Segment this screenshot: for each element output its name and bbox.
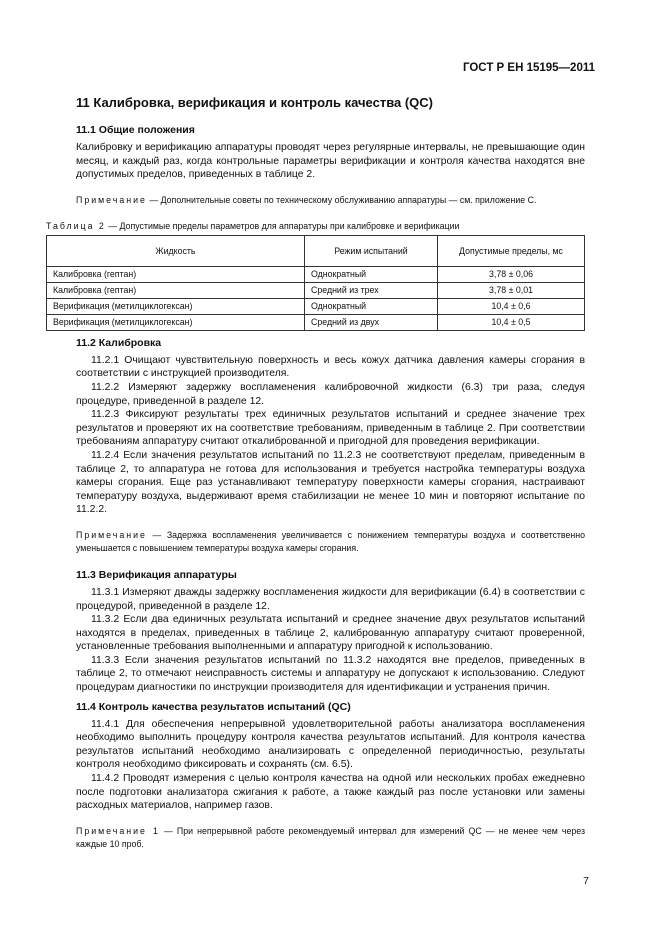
table-cell: 10,4 ± 0,6 <box>438 298 585 314</box>
table-cell: Верификация (метилциклогексан) <box>47 314 305 330</box>
note-text: — Дополнительные советы по техническому обслуживанию аппаратуры — см. приложение С. <box>146 194 537 205</box>
standard-code: ГОСТ Р ЕН 15195—2011 <box>462 62 595 74</box>
document-content <box>46 95 585 865</box>
table-cell: Средний из трех <box>305 282 438 298</box>
table-cell: Калибровка (гептан) <box>47 266 305 282</box>
table-cell: 10,4 ± 0,5 <box>438 314 585 330</box>
table-caption-label: Таблица 2 <box>46 220 106 231</box>
table-cell: Верификация (метилциклогексан) <box>47 298 305 314</box>
subsection-11-1-title: 11.1 Общие положения <box>76 124 195 136</box>
table-header-cell: Режим испытаний <box>305 235 438 266</box>
table-header-cell: Допустимые пределы, мс <box>438 235 585 266</box>
note-3 <box>76 825 585 851</box>
paragraph-11-1: Калибровку и верификацию аппаратуры проводят через регулярные интервалы, не превышающие один месяц, и каждый раз, когда контрольные параметры верификации и контроля качества находятся вне допустимых пределов, приведенных в таблице 2. <box>76 142 585 181</box>
table-cell: Средний из двух <box>305 314 438 330</box>
note-label: Примечание <box>76 529 147 540</box>
table-row <box>47 282 585 298</box>
table-caption-text: — Допустимые пределы параметров для аппаратуры при калибровке и верификации <box>105 220 460 231</box>
table-row <box>47 314 585 330</box>
paragraph-11-2-3: 11.2.3 Фиксируют результаты трех единичных результатов испытаний и среднее значение трех результатов и проверяют их на соответствие требованиям, приведенным в таблице 2. При соответствии требованиям аппаратуру считают откалиброванной и пригодной для проведения верификации. <box>76 409 585 448</box>
table-row <box>47 298 585 314</box>
paragraph-11-3-3: 11.3.3 Если значения результатов испытаний по 11.3.2 находятся вне пределов, приведенных в таблице 2, то отмечают неисправность системы и аппаратуру не допускают к использованию. Следуют процедурам диагностики по инструкции производителя для идентификации и устранения причин. <box>76 654 585 694</box>
table-caption <box>46 221 585 231</box>
paragraph-11-4-1: 11.4.1 Для обеспечения непрерывной удовлетворительной работы анализатора воспламенения необходимо выполнить процедуру контроля качества результатов испытаний. Для контроля качества результатов испытаний необходимо анализировать с определенной периодичностью, результаты контроля необходимо фиксировать и сохранять (см. 6.5). <box>76 718 585 771</box>
table-header-row <box>47 235 585 266</box>
subsection-11-3-title: 11.3 Верификация аппаратуры <box>76 568 237 581</box>
note-2 <box>76 529 585 555</box>
subsection-11-4-title: 11.4 Контроль качества результатов испытаний (QC) <box>76 700 351 713</box>
table-cell: Калибровка (гептан) <box>47 282 305 298</box>
table-row <box>47 266 585 282</box>
paragraph-11-3-2: 11.3.2 Если два единичных результата испытаний и среднее значение двух результатов испытаний находятся в пределах, приведенных в таблице 2, калиброванную аппаратуру считают проверенной, установленные требования выполненными и аппаратуру пригодной к использованию. <box>76 614 585 653</box>
table-cell: Однократный <box>305 266 438 282</box>
limits-table <box>46 235 585 331</box>
paragraph-11-2-4: 11.2.4 Если значения результатов испытаний по 11.2.3 не соответствуют пределам, приведенным в таблице 2, то аппаратура не готова для использования и требуется настройка температуры воздуха камеры сгорания. Еще раз устанавливают температуру поверхности камеры сгорания, настраивают температуру воздуха, выдерживают время стабилизации не менее 10 мин и повторяют испытание по 11.2.2. <box>76 449 585 516</box>
paragraph-11-2-1: 11.2.1 Очищают чувствительную поверхность и весь кожух датчика давления камеры сгорания в соответствии с инструкцией производителя. <box>76 354 585 380</box>
note-text: — Задержка воспламенения увеличивается с понижением температуры воздуха и соответственно уменьшается с повышением температуры воздуха камеры сгорания. <box>76 529 585 553</box>
table-header-cell: Жидкость <box>47 235 305 266</box>
note-label: Примечание <box>76 194 147 205</box>
note-1 <box>76 194 585 207</box>
table-cell: Однократный <box>305 298 438 314</box>
paragraph-11-3-1: 11.3.1 Измеряют дважды задержку воспламенения жидкости для верификации (6.4) в соответствии с процедурой, приведенной в разделе 12. <box>76 586 585 612</box>
note-label: Примечание 1 <box>76 825 160 836</box>
paragraph-11-4-2: 11.4.2 Проводят измерения с целью контроля качества на одной или нескольких пробах ежедневно после подготовки анализатора сжигания к работе, а также каждый раз после установки или замены расходных материалов, например газов. <box>76 773 585 812</box>
note-text: — При непрерывной работе рекомендуемый интервал для измерений QC — не менее чем через каждые 10 проб. <box>76 825 585 849</box>
page-number: 7 <box>583 875 589 887</box>
table-cell: 3,78 ± 0,06 <box>438 266 585 282</box>
section-title: 11 Калибровка, верификация и контроль качества (QC) <box>76 95 434 110</box>
paragraph-11-2-2: 11.2.2 Измеряют задержку воспламенения калибровочной жидкости (6.3) три раза, следуя процедуре, приведенной в разделе 12. <box>76 381 585 407</box>
table-cell: 3,78 ± 0,01 <box>438 282 585 298</box>
subsection-11-2-title: 11.2 Калибровка <box>76 336 162 349</box>
